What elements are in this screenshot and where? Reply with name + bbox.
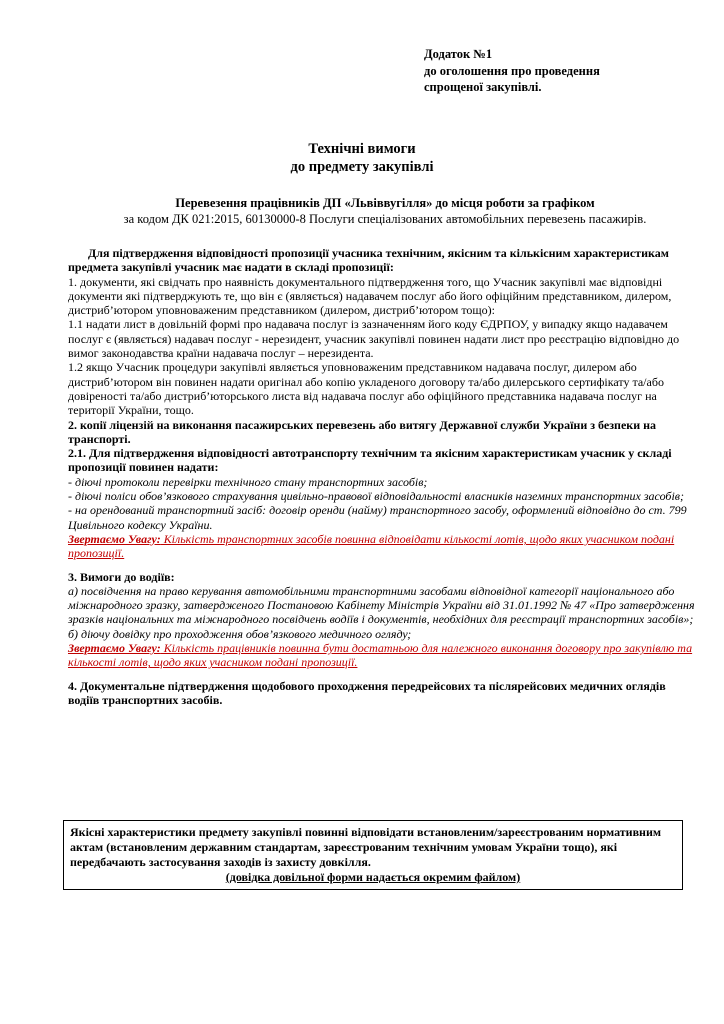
- title-line-1: Технічні вимоги: [308, 141, 416, 157]
- requirements-body: [68, 246, 696, 707]
- paragraph-3-b: б) діючу довідку про проходження обов’язкового медичного огляду;: [68, 626, 412, 641]
- subject-line-1: Перевезення працівників ДП «Львіввугілля» до місця роботи за графіком: [175, 196, 595, 210]
- annex-header: [424, 46, 600, 96]
- warning-staff-label: Звертаємо Увагу:: [68, 641, 161, 656]
- subject-line-2: за кодом ДК 021:2015, 60130000-8 Послуги спеціалізованих автомобільних перевезень пасажирів.: [123, 212, 647, 226]
- title-line-2: до предмету закупівлі: [290, 159, 434, 175]
- warning-vehicles: [68, 532, 696, 561]
- paragraph-2-1-a: - діючі протоколи перевірки технічного стану транспортних засобів;: [68, 474, 428, 489]
- paragraph-3-a: а) посвідчення на право керування автомобільними транспортними засобами відповідної категорії національного або міжнародного зразку, затвердженого Постановою Кабінету Міністрів України від 31.01.1992 № 47 «Про затвердження зразків національних та міжнародного посвідчень водіїв і документів, необхідних для реєстрації транспортних засобів»;: [68, 583, 695, 627]
- environment-note-text: Якісні характеристики предмету закупівлі повинні відповідати встановленим/зареєстрованим нормативним актам (встановленим державним стандартам, зареєстрованим технічним умовам України тощо), які передбачають застосування заходів із захисту довкілля.: [70, 825, 662, 869]
- warning-staff: [68, 641, 696, 670]
- paragraph-4: 4. Документальне підтвердження щодобового проходження передрейсових та післярейсових медичних оглядів водіїв транспортних засобів.: [68, 678, 666, 707]
- paragraph-1-2: 1.2 якщо Учасник процедури закупівлі являється уповноваженим представником надавача послуг, дилером або дистриб’ютором він повинен надати оригінал або копію укладеного договору та/або дилерського сертифікату та/або довіреності та/або дистриб’юторського листа від надавача послуг або офіційного представника надавача послуг на території України, тощо.: [68, 360, 664, 418]
- warning-vehicles-label: Звертаємо Увагу:: [68, 531, 161, 546]
- intro-paragraph: Для підтвердження відповідності пропозиції учасника технічним, якісним та кількісним характеристикам предмета закупівлі учасник має надати в складі пропозиції:: [68, 246, 669, 275]
- paragraph-1-1: 1.1 надати лист в довільній формі про надавача послуг із зазначенням його коду ЄДРПОУ, у випадку якщо надавачем послуг є (являється) надавач послуг - нерезидент, учасник закупівлі повинен надати лист про реєстрацію відповідно до вимог законодавства країни надавача послуг – нерезидента.: [68, 317, 680, 361]
- environment-note-box: [63, 820, 683, 890]
- document-title: [0, 140, 724, 176]
- environment-note-file: (довідка довільної форми надається окремим файлом): [225, 870, 521, 884]
- paragraph-2-1-c: - на орендований транспортний засіб: договір оренди (найму) транспортного засобу, оформлений відповідно до ст. 799 Цивільного кодексу України.: [68, 503, 687, 532]
- procurement-subject: [60, 195, 710, 227]
- annex-line-1: Додаток №1: [424, 47, 493, 61]
- warning-vehicles-text: Кількість транспортних засобів повинна відповідати кількості лотів, щодо яких учасником подані пропозиції.: [68, 531, 675, 561]
- warning-staff-text: Кількість працівників повинна бути достатньою для належного виконання договору про закупівлю та кількості лотів, щодо яких учасником подані пропозиції.: [68, 641, 693, 670]
- paragraph-2-1: 2.1. Для підтвердження відповідності автотранспорту технічним та якісним характеристикам учасник у складі пропозиції повинен надати:: [68, 446, 672, 475]
- annex-line-3: спрощеної закупівлі.: [424, 80, 542, 94]
- annex-line-2: до оголошення про проведення: [424, 63, 600, 78]
- paragraph-3: 3. Вимоги до водіїв:: [68, 569, 175, 584]
- paragraph-2: 2. копії ліцензій на виконання пасажирських перевезень або витягу Державної служби України з безпеки на транспорті.: [68, 417, 657, 446]
- paragraph-2-1-b: - діючі поліси обов’язкового страхування цивільно-правової відповідальності власників наземних транспортних засобів;: [68, 489, 684, 504]
- paragraph-1: 1. документи, які свідчать про наявність документального підтвердження того, що Учасник закупівлі має відповідні документи які підтверджують те, що він є (являється) надавачем послуг або його офіційним представником, дилером, дистриб’ютором уповноваженим представником (дилером, дистриб’ютором тощо):: [68, 274, 672, 318]
